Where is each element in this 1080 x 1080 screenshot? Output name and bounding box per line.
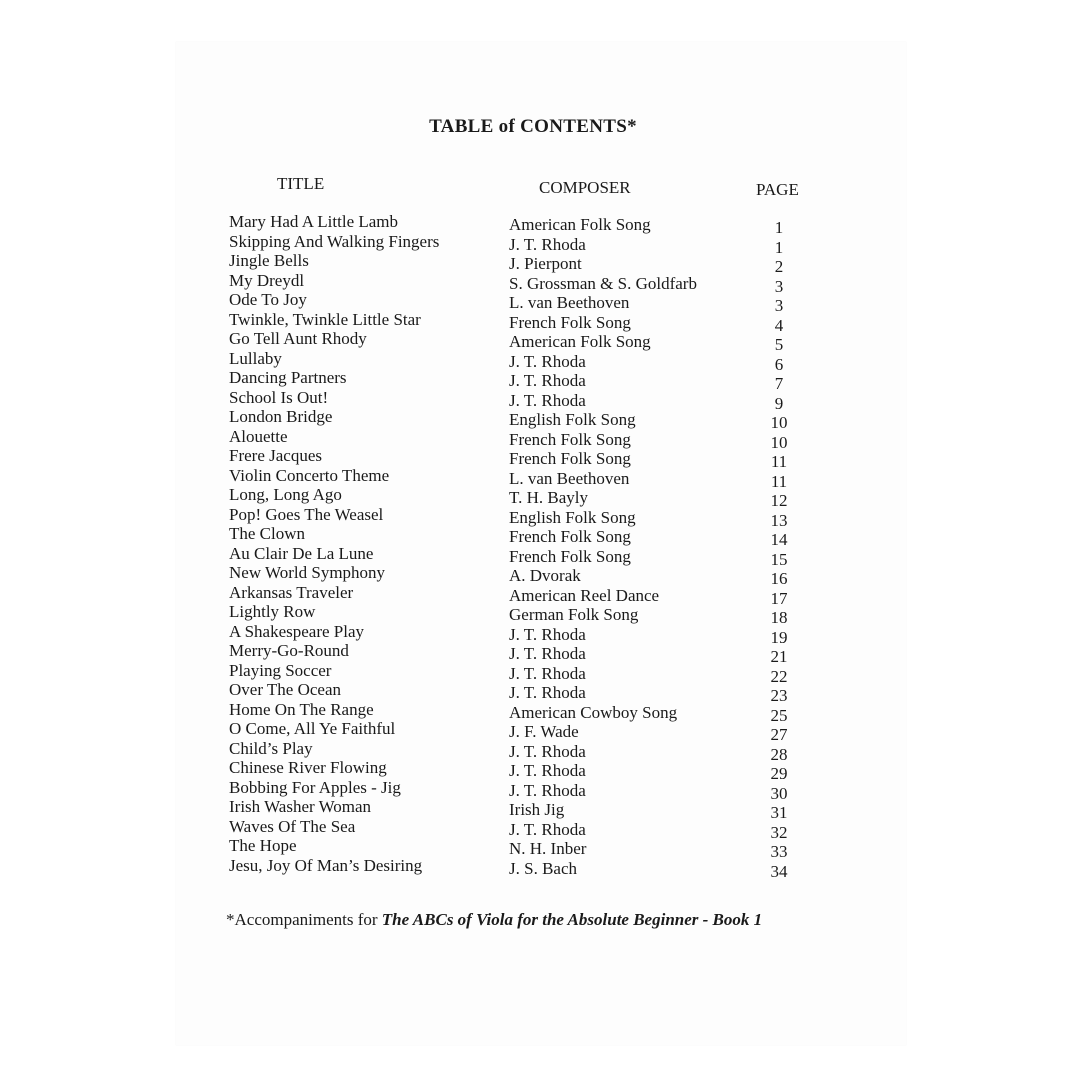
entry-composer: J. T. Rhoda bbox=[509, 390, 586, 410]
entry-composer: French Folk Song bbox=[509, 429, 631, 449]
entry-title: Dancing Partners bbox=[229, 368, 347, 387]
entry-page: 16 bbox=[770, 569, 788, 588]
entry-composer: J. T. Rhoda bbox=[509, 234, 586, 254]
entry-title: New World Symphony bbox=[229, 563, 386, 582]
list-item bbox=[0, 660, 1080, 686]
list-item bbox=[0, 407, 1080, 432]
list-item bbox=[0, 758, 1080, 783]
entry-page: 10 bbox=[770, 432, 788, 452]
entry-title: Skipping And Walking Fingers bbox=[229, 231, 440, 251]
entry-page: 18 bbox=[770, 608, 788, 627]
entry-title: Arkansas Traveler bbox=[229, 582, 354, 602]
entry-title: Irish Washer Woman bbox=[229, 797, 372, 816]
entry-title: Pop! Goes The Weasel bbox=[229, 504, 384, 524]
entry-composer: J. S. Bach bbox=[509, 858, 577, 878]
entry-title: O Come, All Ye Faithful bbox=[229, 719, 396, 738]
entry-composer: J. T. Rhoda bbox=[509, 819, 586, 839]
entry-title: London Bridge bbox=[229, 407, 333, 426]
entry-title: Jingle Bells bbox=[229, 251, 309, 270]
entry-composer: L. van Beethoven bbox=[509, 468, 630, 488]
entry-composer: American Reel Dance bbox=[509, 585, 660, 605]
entry-composer: French Folk Song bbox=[509, 312, 631, 332]
entry-title: Merry-Go-Round bbox=[229, 641, 349, 660]
entry-page: 2 bbox=[774, 257, 784, 276]
list-item bbox=[0, 348, 1080, 374]
list-item bbox=[0, 680, 1080, 705]
entry-composer: J. F. Wade bbox=[509, 722, 579, 741]
entry-page: 19 bbox=[770, 627, 788, 647]
entry-page: 32 bbox=[770, 822, 788, 842]
list-item bbox=[0, 582, 1080, 608]
entry-composer: T. H. Bayly bbox=[509, 488, 589, 507]
entry-page: 7 bbox=[774, 374, 784, 393]
entry-page: 23 bbox=[770, 686, 788, 705]
page-title: TABLE of CONTENTS* bbox=[429, 116, 637, 137]
entry-title: Lullaby bbox=[229, 348, 282, 368]
entry-page: 17 bbox=[770, 588, 788, 608]
list-item bbox=[0, 251, 1080, 276]
entry-page: 9 bbox=[774, 393, 784, 413]
column-header-title: TITLE bbox=[277, 174, 325, 193]
entry-title: Waves Of The Sea bbox=[229, 816, 356, 836]
entry-page: 30 bbox=[770, 783, 788, 803]
entry-page: 1 bbox=[774, 237, 784, 257]
entry-composer: American Folk Song bbox=[509, 215, 651, 234]
entry-title: Violin Concerto Theme bbox=[229, 465, 390, 485]
list-item bbox=[0, 524, 1080, 549]
list-item bbox=[0, 816, 1080, 842]
entry-page: 34 bbox=[770, 861, 788, 881]
list-item bbox=[0, 446, 1080, 471]
entry-composer: English Folk Song bbox=[509, 507, 636, 527]
entry-page: 4 bbox=[774, 315, 784, 335]
entry-title: Home On The Range bbox=[229, 699, 374, 719]
list-item bbox=[0, 329, 1080, 354]
entry-page: 25 bbox=[770, 705, 788, 725]
entry-title: Twinkle, Twinkle Little Star bbox=[229, 309, 421, 329]
list-item bbox=[0, 699, 1080, 725]
entry-page: 3 bbox=[774, 276, 784, 296]
entry-title: The Hope bbox=[229, 836, 297, 855]
list-item bbox=[0, 465, 1080, 491]
entry-composer: L. van Beethoven bbox=[509, 293, 630, 312]
entry-title: My Dreydl bbox=[229, 270, 305, 290]
list-item bbox=[0, 387, 1080, 413]
entry-composer: J. T. Rhoda bbox=[509, 761, 586, 780]
entry-page: 12 bbox=[770, 491, 788, 510]
entry-page: 6 bbox=[774, 354, 784, 374]
list-item bbox=[0, 797, 1080, 822]
list-item bbox=[0, 738, 1080, 764]
entry-page: 14 bbox=[770, 530, 788, 549]
list-item bbox=[0, 602, 1080, 627]
entry-title: A Shakespeare Play bbox=[229, 621, 365, 641]
list-item bbox=[0, 270, 1080, 296]
entry-composer: English Folk Song bbox=[509, 410, 636, 429]
list-item bbox=[0, 563, 1080, 588]
entry-title: Over The Ocean bbox=[229, 680, 342, 699]
list-item bbox=[0, 719, 1080, 744]
entry-page: 21 bbox=[770, 647, 788, 666]
entry-title: Alouette bbox=[229, 426, 288, 446]
column-header-composer: COMPOSER bbox=[539, 178, 631, 197]
column-header-page: PAGE bbox=[756, 180, 799, 199]
entry-title: Long, Long Ago bbox=[229, 485, 342, 504]
entry-composer: A. Dvorak bbox=[509, 566, 581, 585]
list-item bbox=[0, 641, 1080, 666]
list-item bbox=[0, 485, 1080, 510]
entry-composer: J. T. Rhoda bbox=[509, 644, 586, 663]
list-item bbox=[0, 290, 1080, 315]
entry-composer: J. T. Rhoda bbox=[509, 624, 586, 644]
entry-page: 22 bbox=[770, 666, 788, 686]
entry-page: 1 bbox=[774, 218, 784, 237]
entry-composer: Irish Jig bbox=[509, 800, 565, 819]
entry-composer: American Cowboy Song bbox=[509, 702, 678, 722]
list-item bbox=[0, 426, 1080, 452]
entry-title: Playing Soccer bbox=[229, 660, 332, 680]
entry-composer: N. H. Inber bbox=[509, 839, 587, 858]
list-item bbox=[0, 836, 1080, 861]
footnote-prefix: *Accompaniments for bbox=[226, 910, 382, 929]
entry-title: Ode To Joy bbox=[229, 290, 307, 309]
entry-title: Mary Had A Little Lamb bbox=[229, 212, 399, 231]
entry-page: 28 bbox=[770, 744, 788, 764]
entry-page: 31 bbox=[770, 803, 788, 822]
entry-page: 27 bbox=[770, 725, 788, 744]
entry-composer: J. T. Rhoda bbox=[509, 663, 586, 683]
entry-composer: French Folk Song bbox=[509, 546, 631, 566]
list-item bbox=[0, 231, 1080, 257]
list-item bbox=[0, 777, 1080, 803]
entry-composer: J. T. Rhoda bbox=[509, 741, 586, 761]
entry-page: 11 bbox=[770, 452, 788, 471]
entry-composer: S. Grossman & S. Goldfarb bbox=[509, 273, 697, 293]
list-item bbox=[0, 504, 1080, 530]
list-item bbox=[0, 855, 1080, 881]
entry-title: Bobbing For Apples - Jig bbox=[229, 777, 401, 797]
entry-title: Lightly Row bbox=[229, 602, 316, 621]
entry-composer: American Folk Song bbox=[509, 332, 651, 351]
entry-title: Chinese River Flowing bbox=[229, 758, 387, 777]
entry-title: Jesu, Joy Of Man’s Desiring bbox=[229, 855, 423, 875]
entry-page: 15 bbox=[770, 549, 788, 569]
entry-composer: J. T. Rhoda bbox=[509, 351, 586, 371]
entry-page: 10 bbox=[770, 413, 788, 432]
list-item bbox=[0, 621, 1080, 647]
entry-composer: J. T. Rhoda bbox=[509, 780, 586, 800]
entry-page: 11 bbox=[770, 471, 788, 491]
entry-composer: J. Pierpont bbox=[509, 254, 582, 273]
entry-composer: French Folk Song bbox=[509, 527, 631, 546]
entry-page: 5 bbox=[774, 335, 784, 354]
entry-page: 29 bbox=[770, 764, 788, 783]
entry-title: Frere Jacques bbox=[229, 446, 322, 465]
list-item bbox=[0, 212, 1080, 237]
entry-title: Child’s Play bbox=[229, 738, 313, 758]
entry-composer: J. T. Rhoda bbox=[509, 683, 586, 702]
entry-title: Go Tell Aunt Rhody bbox=[229, 329, 367, 348]
list-item bbox=[0, 309, 1080, 335]
footnote-book-title: The ABCs of Viola for the Absolute Beginner - Book 1 bbox=[381, 910, 763, 929]
entry-title: Au Clair De La Lune bbox=[229, 543, 374, 563]
contents-list bbox=[0, 212, 1080, 881]
list-item bbox=[0, 368, 1080, 393]
entry-composer: German Folk Song bbox=[509, 605, 639, 624]
entry-page: 3 bbox=[774, 296, 784, 315]
entry-title: School Is Out! bbox=[229, 387, 329, 407]
entry-page: 13 bbox=[770, 510, 788, 530]
entry-page: 33 bbox=[770, 842, 788, 861]
entry-title: The Clown bbox=[229, 524, 306, 543]
list-item bbox=[0, 543, 1080, 569]
entry-composer: J. T. Rhoda bbox=[509, 371, 586, 390]
footnote bbox=[226, 910, 762, 930]
entry-composer: French Folk Song bbox=[509, 449, 631, 468]
